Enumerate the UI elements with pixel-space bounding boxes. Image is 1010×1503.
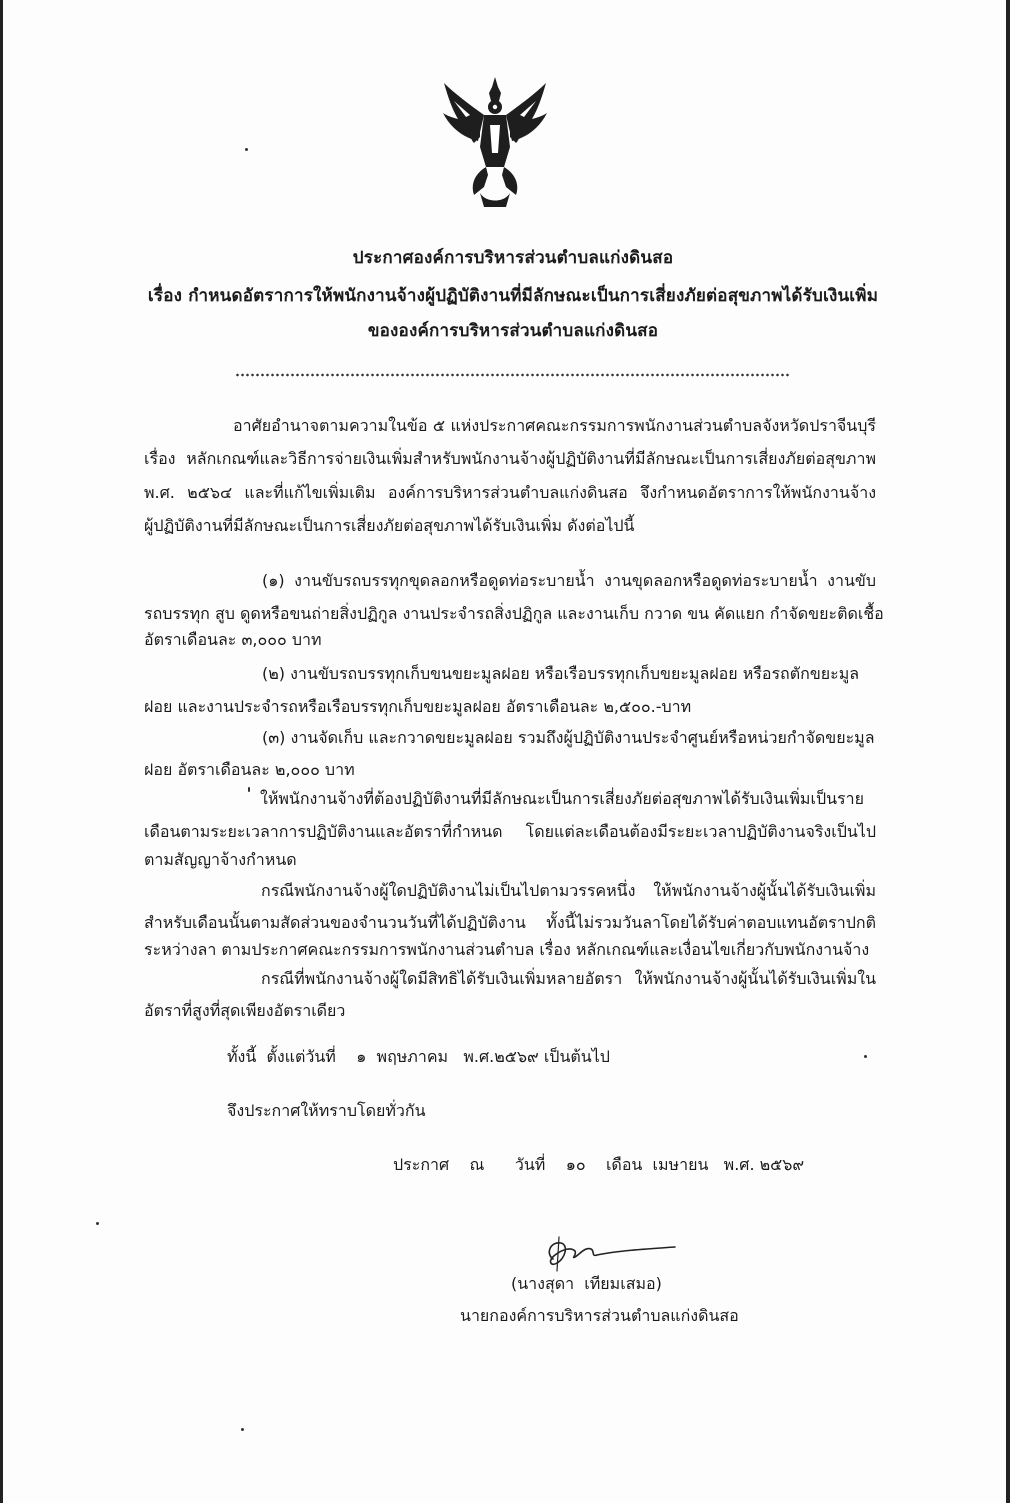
signature-image xyxy=(535,1233,683,1273)
announcement-org-title: ประกาศองค์การบริหารส่วนตำบลแก่งดินสอ xyxy=(352,248,674,268)
monthly-line-1: ให้พนักงานจ้างที่ต้องปฏิบัติงานที่มีลักษณะเป็นการเสี่ยงภัยต่อสุขภาพได้รับเงินเพิ่มเป็นราย xyxy=(260,789,864,808)
item-2-line-1: (๒) งานขับรถบรรทุกเก็บขนขยะมูลฝอย หรือเรือบรรทุกเก็บขยะมูลฝอย หรือรถตักขยะมูล xyxy=(262,664,860,683)
speck xyxy=(245,148,248,151)
item-3-line-2: ฝอย อัตราเดือนละ ๒,๐๐๐ บาท xyxy=(144,760,355,779)
signatory-title: นายกองค์การบริหารส่วนตำบลแก่งดินสอ xyxy=(460,1306,739,1325)
intro-line-4: ผู้ปฏิบัติงานที่มีลักษณะเป็นการเสี่ยงภัยต่อสุขภาพได้รับเงินเพิ่ม ดังต่อไปนี้ xyxy=(144,516,635,535)
partial-line-1: กรณีพนักงานจ้างผู้ใดปฏิบัติงานไม่เป็นไปตามวรรคหนึ่ง ให้พนักงานจ้างผู้นั้นได้รับเงินเพิ่ม xyxy=(261,881,876,900)
dotted-separator xyxy=(235,372,791,378)
item-3-line-1: (๓) งานจัดเก็บ และกวาดขยะมูลฝอย รวมถึงผู้ปฏิบัติงานประจำศูนย์หรือหน่วยกำจัดขยะมูล xyxy=(262,728,875,747)
monthly-line-2: เดือนตามระยะเวลาการปฏิบัติงานและอัตราที่กำหนด โดยแต่ละเดือนต้องมีระยะเวลาปฏิบัติงานจริงเป็นไป xyxy=(144,822,876,841)
speck xyxy=(864,1055,867,1058)
partial-line-3: ระหว่างลา ตามประกาศคณะกรรมการพนักงานส่วนตำบล เรื่อง หลักเกณฑ์และเงื่อนไขเกี่ยวกับพนักงานจ้าง xyxy=(144,940,870,959)
item-2-line-2: ฝอย และงานประจำรถหรือเรือบรรทุกเก็บขยะมูลฝอย อัตราเดือนละ ๒,๕๐๐.-บาท xyxy=(144,697,692,716)
item-1-line-3: อัตราเดือนละ ๓,๐๐๐ บาท xyxy=(144,630,322,649)
intro-line-3: พ.ศ. ๒๕๖๔ และที่แก้ไขเพิ่มเติม องค์การบริหารส่วนตำบลแก่งดินสอ จึงกำหนดอัตราการให้พนักงานจ้าง xyxy=(144,483,876,502)
multi-rate-line-2: อัตราที่สูงที่สุดเพียงอัตราเดียว xyxy=(144,1001,346,1020)
garuda-emblem xyxy=(440,75,550,210)
intro-line-2: เรื่อง หลักเกณฑ์และวิธีการจ่ายเงินเพิ่มสำหรับพนักงานจ้างผู้ปฏิบัติงานที่มีลักษณะเป็นการเสี่ยงภัยต่อสุขภาพ xyxy=(144,449,876,468)
speck xyxy=(96,1222,99,1225)
announce-to-all: จึงประกาศให้ทราบโดยทั่วกัน xyxy=(227,1101,426,1120)
partial-line-2: สำหรับเดือนนั้นตามสัดส่วนของจำนวนวันที่ได้ปฏิบัติงาน ทั้งนี้ไม่รวมวันลาโดยได้รับค่าตอบแทนอัตราปกติ xyxy=(144,913,876,932)
speck xyxy=(241,1428,244,1431)
announcement-subject: เรื่อง กำหนดอัตราการให้พนักงานจ้างผู้ปฏิบัติงานที่มีลักษณะเป็นการเสี่ยงภัยต่อสุขภาพได้รับเงินเพิ่ม xyxy=(147,286,879,306)
intro-line-1: อาศัยอำนาจตามความในข้อ ๕ แห่งประกาศคณะกรรมการพนักงานส่วนตำบลจังหวัดปราจีนบุรี xyxy=(233,416,876,435)
monthly-line-3: ตามสัญญาจ้างกำหนด xyxy=(144,850,297,869)
signatory-name: (นางสุดา เทียมเสมอ) xyxy=(511,1274,662,1293)
item-1-line-1: (๑) งานขับรถบรรทุกขุดลอกหรือดูดท่อระบายน้ำ งานขุดลอกหรือดูดท่อระบายน้ำ งานขับ xyxy=(262,571,876,590)
announcement-date: ประกาศ ณ วันที่ ๑๐ เดือน เมษายน พ.ศ. ๒๕๖๙ xyxy=(393,1155,805,1174)
multi-rate-line-1: กรณีที่พนักงานจ้างผู้ใดมีสิทธิได้รับเงินเพิ่มหลายอัตรา ให้พนักงานจ้างผู้นั้นได้รับเงินเพิ่มใน xyxy=(261,969,876,988)
speck xyxy=(248,787,250,792)
item-1-line-2: รถบรรทุก สูบ ดูดหรือขนถ่ายสิ่งปฏิกูล งานประจำรถสิ่งปฏิกูล และงานเก็บ กวาด ขน คัดแยก กำจัดขยะติดเชื้อ xyxy=(144,604,884,623)
effective-date: ทั้งนี้ ตั้งแต่วันที่ ๑ พฤษภาคม พ.ศ.๒๕๖๙ เป็นต้นไป xyxy=(227,1047,610,1066)
announcement-org-line: ขององค์การบริหารส่วนตำบลแก่งดินสอ xyxy=(367,321,659,341)
